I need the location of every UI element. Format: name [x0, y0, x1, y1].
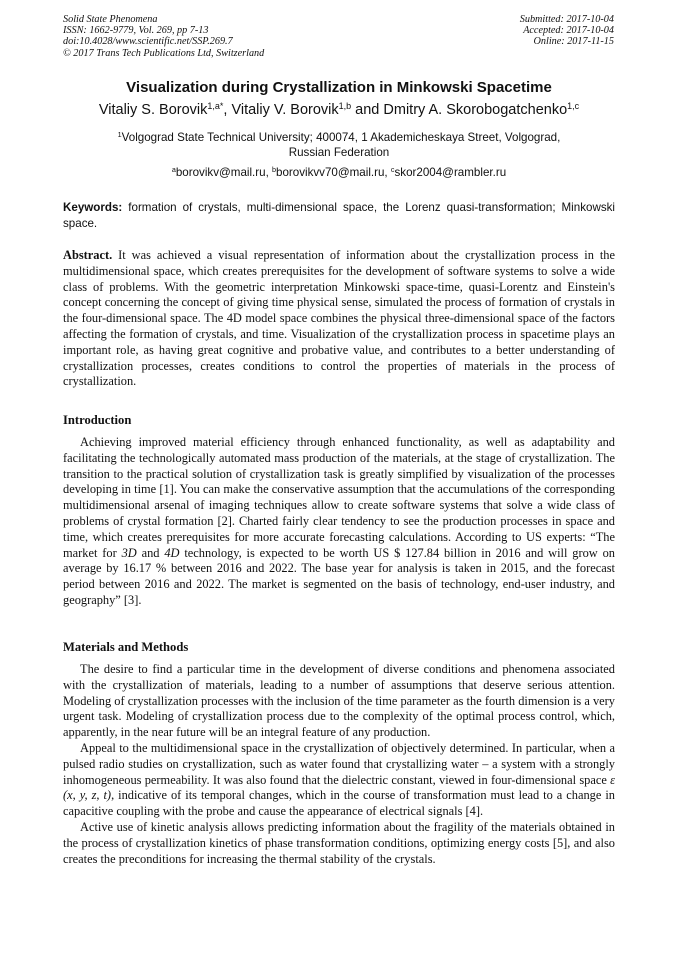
paragraph: The desire to find a particular time in the development of diverse conditions and phenomena associated with the crystallization of materials, leading to a number of assumptions that deserve serious attention. Modeling of crystallization processes with the inclusion of the time parameter as the fourth dimension is a very urgent task. Modeling of crystallization process due to the complexity of the optimal process control, which, apparently, in the near future will be an integral feature of any production.: [63, 662, 615, 740]
author-name: Vitaliy V. Borovik: [231, 102, 339, 118]
author-separator: and: [351, 102, 384, 118]
email-mark: c: [390, 165, 395, 175]
journal-name: Solid State Phenomena: [63, 14, 158, 25]
email-address: borovikvv70@mail.ru,: [276, 166, 391, 179]
publication-dates: [520, 14, 614, 48]
journal-info: [63, 14, 264, 59]
email-address: borovikv@mail.ru,: [175, 166, 273, 179]
author-affiliation-mark: 1,a*: [207, 101, 224, 112]
section-heading-introduction: Introduction: [63, 413, 132, 427]
author-separator: ,: [223, 102, 232, 118]
author-affiliation-mark: 1,c: [567, 101, 580, 112]
author-emails: [40, 166, 638, 181]
keywords-label: Keywords:: [63, 201, 123, 214]
author-name: Vitaliy S. Borovik: [98, 102, 208, 118]
abstract-label: Abstract.: [63, 248, 113, 262]
materials-methods-body: [63, 662, 615, 867]
affiliation: [40, 131, 638, 160]
emphasis-text: 4D: [164, 545, 180, 560]
formula-text: ε (x, y, z, t): [63, 772, 615, 803]
paper-title: Visualization during Crystallization in Minkowski Spacetime: [126, 79, 552, 96]
author-affiliation-mark: 1,b: [338, 101, 352, 112]
paragraph-text: and: [136, 545, 165, 560]
email-mark: a: [171, 165, 176, 175]
online-date: Online: 2017-11-15: [533, 36, 614, 48]
journal-copyright: © 2017 Trans Tech Publications Ltd, Switzerland: [63, 47, 265, 59]
journal-doi: doi:10.4028/www.scientific.net/SSP.269.7: [63, 36, 233, 48]
emphasis-text: 3D: [121, 545, 137, 560]
section-heading-materials-methods: Materials and Methods: [63, 640, 189, 654]
affiliation-mark: 1: [117, 130, 122, 140]
email-address: skor2004@rambler.ru: [394, 166, 507, 179]
paragraph-text: Appeal to the multidimensional space in the crystallization of objectively determined. In particular, when a pulsed radio studies on crystallization, such as water found that crystallizing water – a system with a strongly inhomogeneous permeability. It was also found that the dielectric constant, viewed in four-dimensional space: [63, 740, 615, 787]
keywords-text: formation of crystals, multi-dimensional space, the Lorenz quasi-transformation; Minkowski space.: [63, 201, 615, 230]
paragraph-text: technology, is expected to be worth US $ 127.84 billion in 2016 and will grow on average by 16.17 % between 2016 and 2022. The base year for analysis is taken in 2015, and the forecast period between 2016 and 2022. The market is segmented on the basis of technology, end-user industry, and geography” [3].: [63, 545, 615, 607]
affiliation-line: Russian Federation: [288, 145, 390, 159]
author-list: [20, 101, 658, 119]
author-name: Dmitry A. Skorobogatchenko: [383, 102, 568, 118]
journal-issn: ISSN: 1662-9779, Vol. 269, pp 7-13: [63, 25, 209, 37]
paragraph: [63, 435, 615, 609]
paragraph: [63, 741, 615, 820]
keywords: [63, 200, 615, 231]
affiliation-line: Volgograd State Technical University; 400074, 1 Akademicheskaya Street, Volgograd,: [121, 131, 561, 144]
abstract-text: It was achieved a visual representation of information about the crystallization process in the multidimensional space, which creates prerequisites for the development of software systems to solve a wide class of problems. With the geometric interpretation Minkowski space-time, quasi-Lorentz and Einstein's concept concerning the concept of giving time physical sense, simulated the process of formation of crystals in the four-dimensional space. The 4D model space combines the physical three-dimensional space of the factors affecting the formation of crystals, and time. Visualization of the crystallization process in spacetime plays an important role, as having great cognitive and probative value, and contributes to a better understanding of crystallization processes, creates conditions to control the properties of materials in the process of crystallization.: [63, 248, 615, 389]
paragraph-text: , indicative of its temporal changes, which in the course of transformation must lead to a change in capacitive coupling with the probe and cause the appearance of electrical signals [4].: [63, 788, 615, 819]
introduction-body: [63, 435, 615, 609]
email-mark: b: [272, 165, 277, 175]
accepted-date: Accepted: 2017-10-04: [523, 25, 614, 37]
submitted-date: Submitted: 2017-10-04: [519, 14, 614, 25]
paragraph: Active use of kinetic analysis allows predicting information about the fragility of the materials obtained in the process of crystallization kinetics of phase transformation conditions, optimizing energy costs [5], and also creates the preconditions for increasing the thermal stability of the crystals.: [63, 819, 615, 866]
paragraph-text: Achieving improved material efficiency through enhanced functionality, as well as adaptability and facilitating the technologically automated mass production of the materials, at the stage of crystallization. The transition to the practical solution of crystallization task is greatly simplified by visualization of the processes developing in time [1]. You can make the conservative assumption that the accumulations of the corresponding multidimensional arsenal of imaging techniques allow to create software systems that solve a wide class of problems of crystal formation [2]. Charted fairly clear tendency to see the production processes in space and time, which creates prerequisites for more accurate forecasting calculations. According to US experts: “The market for: [63, 435, 615, 560]
abstract: [63, 248, 615, 390]
